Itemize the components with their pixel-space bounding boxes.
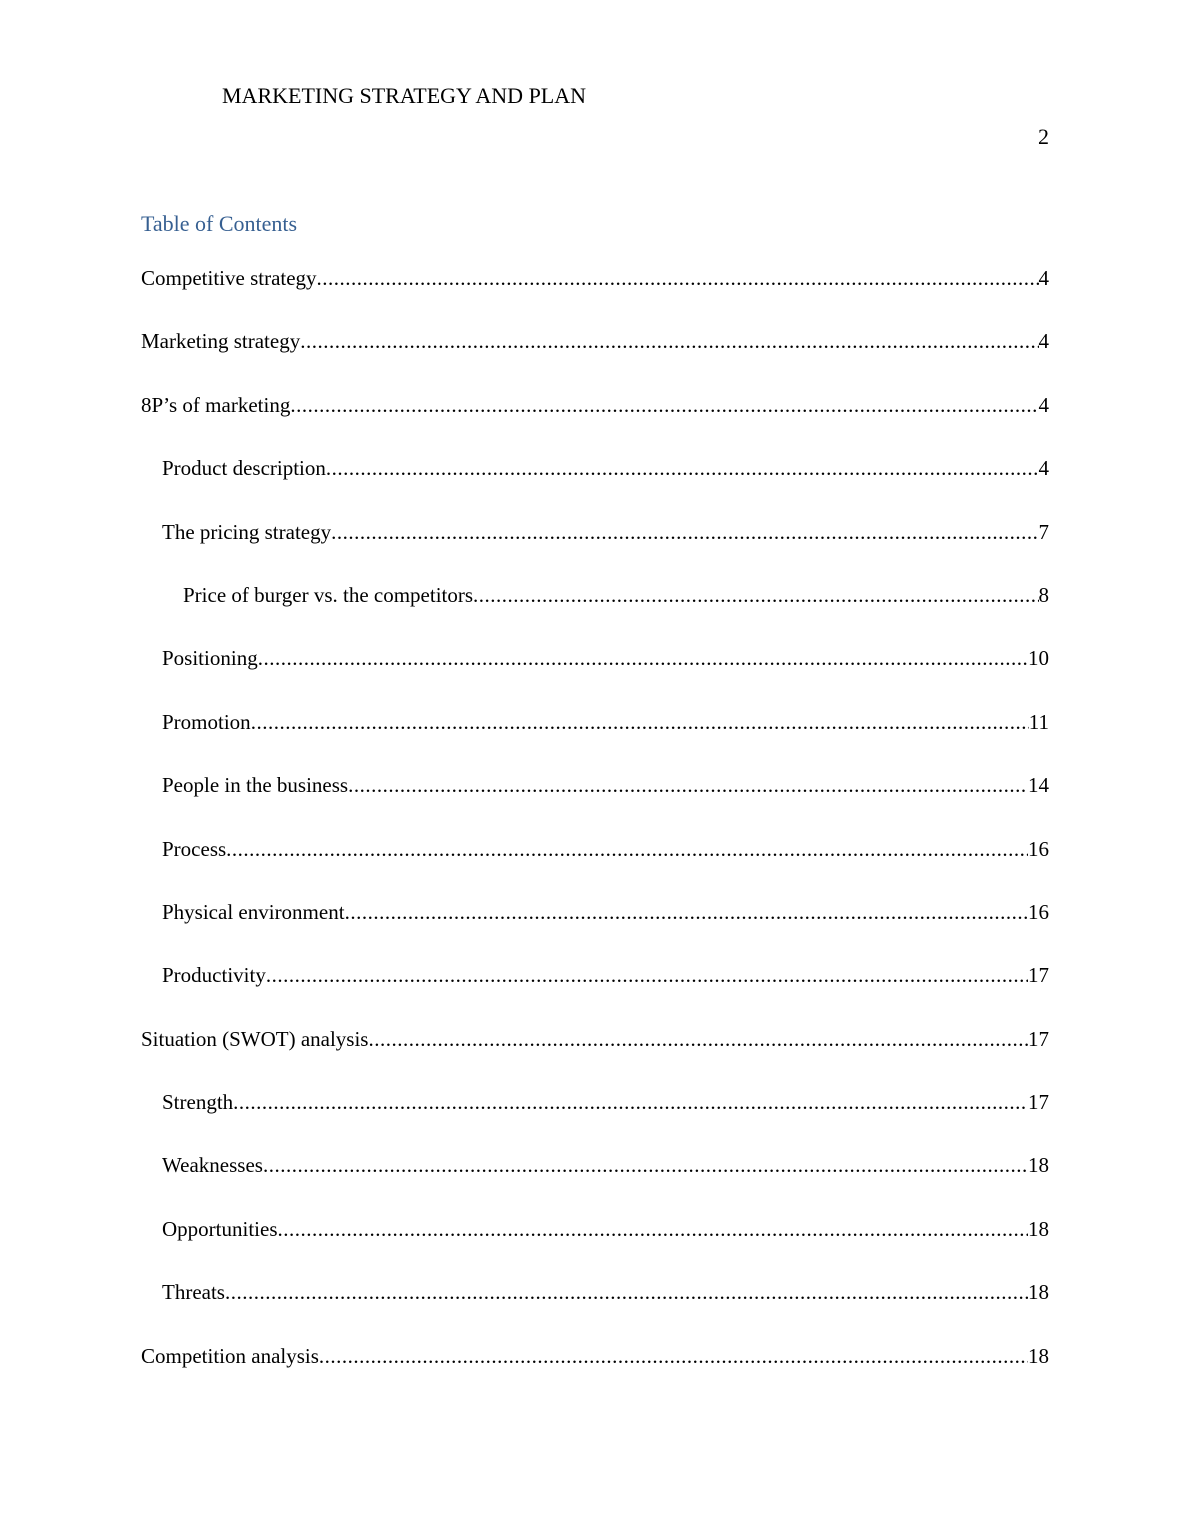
page-number: 2 [1038,124,1049,149]
toc-dot-leader [345,898,1028,926]
toc-entry-page-number[interactable]: 17 [1028,963,1049,988]
toc-entry-page-number[interactable]: 18 [1028,1216,1049,1241]
toc-dot-leader [233,1088,1028,1116]
toc-entry-title[interactable]: Promotion [162,709,251,734]
toc-entry-title[interactable]: Weaknesses [162,1153,263,1178]
toc-entry-title[interactable]: Opportunities [162,1216,278,1241]
toc-dot-leader [319,1342,1028,1370]
toc-entry-page-number[interactable]: 11 [1028,709,1049,734]
toc-entry-page-number[interactable]: 18 [1028,1343,1049,1368]
toc-entry[interactable] [141,1215,1049,1278]
toc-entry-title[interactable]: Process [162,836,227,861]
toc-entry-title[interactable]: 8P’s of marketing [141,392,291,417]
toc-dot-leader [258,644,1028,672]
toc-entry[interactable] [141,898,1049,961]
toc-dot-leader [300,327,1038,355]
toc-entry-title[interactable]: Product description [162,456,326,481]
toc-entry[interactable] [141,581,1049,644]
toc-entry-page-number[interactable]: 8 [1038,582,1049,607]
toc-entry-title[interactable]: Price of burger vs. the competitors [183,582,474,607]
toc-entry-title[interactable]: Positioning [162,646,258,671]
toc-dot-leader [251,708,1029,736]
toc-dot-leader [317,264,1039,292]
toc-entry-title[interactable]: Physical environment [162,899,345,924]
toc-dot-leader [278,1215,1029,1243]
toc-heading: Table of Contents [141,211,298,236]
toc-entry[interactable] [141,518,1049,581]
toc-entry-title[interactable]: Competition analysis [141,1343,319,1368]
toc-dot-leader [266,961,1028,989]
toc-entry-page-number[interactable]: 10 [1028,646,1049,671]
toc-entry-title[interactable]: People in the business [162,773,349,798]
toc-entry-title[interactable]: Marketing strategy [141,329,301,354]
toc-entry[interactable] [141,454,1049,517]
toc-entry-page-number[interactable]: 18 [1028,1153,1049,1178]
toc-dot-leader [225,1278,1028,1306]
toc-entry-page-number[interactable]: 18 [1028,1280,1049,1305]
toc-dot-leader [290,391,1038,419]
toc-dot-leader [263,1151,1028,1179]
toc-entry-page-number[interactable]: 4 [1038,392,1049,417]
table-of-contents [141,264,1049,1405]
toc-entry[interactable] [141,1342,1049,1405]
toc-dot-leader [226,835,1028,863]
toc-entry-page-number[interactable]: 17 [1028,1026,1049,1051]
toc-entry-title[interactable]: Strength [162,1090,234,1115]
toc-entry[interactable] [141,771,1049,834]
toc-entry[interactable] [141,391,1049,454]
toc-entry-title[interactable]: The pricing strategy [162,519,332,544]
toc-dot-leader [368,1025,1028,1053]
toc-entry-title[interactable]: Productivity [162,963,266,988]
toc-entry-title[interactable]: Competitive strategy [141,266,317,290]
toc-entry[interactable] [141,835,1049,898]
toc-entry[interactable] [141,961,1049,1024]
toc-entry-page-number[interactable]: 7 [1038,519,1049,544]
running-head: MARKETING STRATEGY AND PLAN [222,83,587,108]
toc-entry[interactable] [141,327,1049,390]
toc-dot-leader [473,581,1038,609]
toc-entry-page-number[interactable]: 16 [1028,836,1049,861]
toc-entry-page-number[interactable]: 4 [1038,266,1049,290]
toc-entry[interactable] [141,1151,1049,1214]
toc-entry-page-number[interactable]: 4 [1038,329,1049,354]
toc-entry-page-number[interactable]: 17 [1028,1090,1049,1115]
toc-dot-leader [331,518,1038,546]
toc-dot-leader [348,771,1028,799]
toc-entry[interactable] [141,264,1049,327]
toc-entry-title[interactable]: Threats [162,1280,225,1305]
toc-entry[interactable] [141,1278,1049,1341]
toc-entry[interactable] [141,644,1049,707]
toc-entry-page-number[interactable]: 14 [1028,773,1049,798]
toc-entry[interactable] [141,708,1049,771]
toc-entry-page-number[interactable]: 16 [1028,899,1049,924]
toc-entry-title[interactable]: Situation (SWOT) analysis [141,1026,369,1051]
toc-dot-leader [326,454,1039,482]
toc-entry[interactable] [141,1025,1049,1088]
toc-entry[interactable] [141,1088,1049,1151]
toc-entry-page-number[interactable]: 4 [1038,456,1049,481]
